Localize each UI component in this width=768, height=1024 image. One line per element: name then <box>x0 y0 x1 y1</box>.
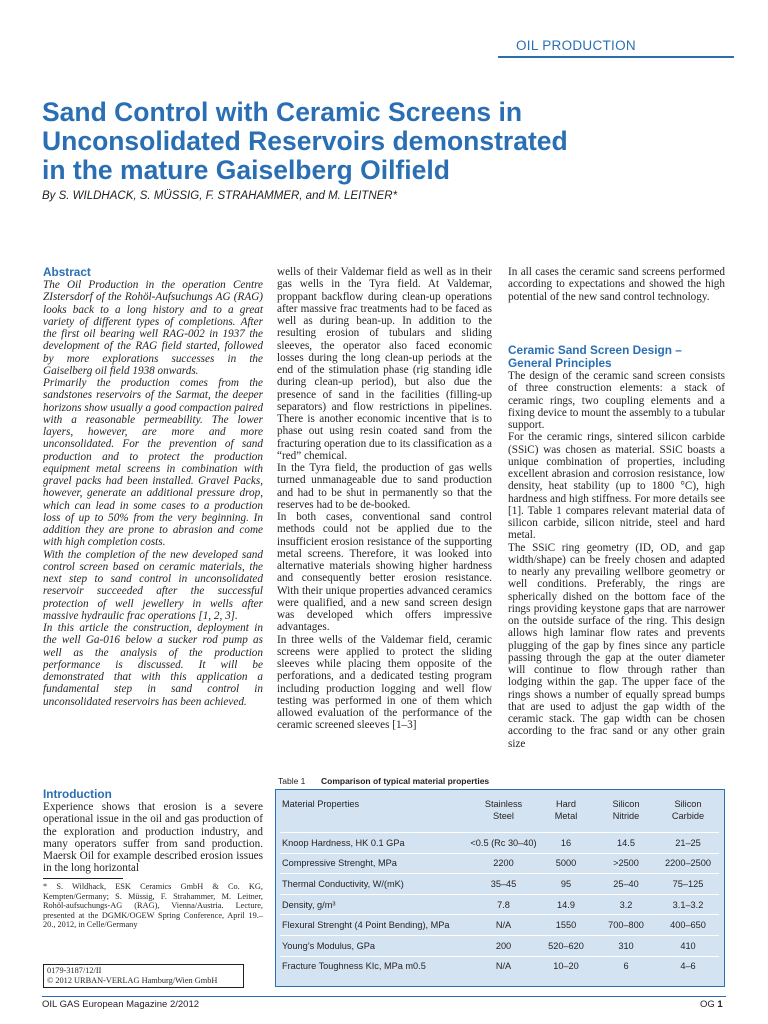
property-name-cell: Knoop Hardness, HK 0.1 GPa <box>282 837 405 848</box>
property-value-cell: N/A <box>495 961 512 972</box>
author-footnote: * S. Wildhack, ESK Ceramics GmbH & Co. KG, Kempten/Germany; S. Müssig, F. Strahammer, M. Leitner, Rohöl-aufsuchungs-AG (RAG), Vienna/Austria. Lecture, presented at the DGMK/OGEW Spring Conference, April 19.–20., 2012, in Celle/Germany <box>43 882 263 930</box>
abstract-paragraph: In this article the construction, deployment in the well Ga-016 below a sucker rod pump as well as the analysis of the production performance is discussed. It will be demonstrated that with this application a fundamental step in sand control in unconsolidated reservoirs has been achieved. <box>43 622 263 708</box>
table-caption <box>278 776 489 786</box>
property-value-cell: 35–45 <box>490 878 517 889</box>
property-value-cell: 520–620 <box>548 940 584 951</box>
authors-line: By S. WILDHACK, S. MÜSSIG, F. STRAHAMMER, and M. LEITNER* <box>42 190 398 202</box>
footnote-divider <box>43 878 123 879</box>
table-number: Table 1 <box>278 776 306 786</box>
property-value-cell: 25–40 <box>613 878 639 889</box>
section-label: OIL PRODUCTION <box>516 38 636 53</box>
page-number <box>700 999 723 1010</box>
table-row <box>280 915 719 936</box>
property-value-cell: 200 <box>495 940 512 951</box>
column-header: Material Properties <box>282 799 360 809</box>
property-name-cell: Thermal Conductivity, W/(mK) <box>282 878 404 889</box>
property-value-cell: 16 <box>560 837 572 848</box>
column-header: Stainless Steel <box>484 799 523 821</box>
column-header: Hard Metal <box>554 799 578 821</box>
property-value-cell: 1550 <box>555 920 577 931</box>
property-name-cell: Fracture Toughness KIc, MPa m0.5 <box>282 961 426 972</box>
property-name-cell: Compressive Strenght, MPa <box>282 858 397 869</box>
issn-line: 0179-3187/12/II <box>47 966 102 975</box>
footer-divider <box>42 996 726 997</box>
property-value-cell: 95 <box>560 878 572 889</box>
column-header: Silicon Carbide <box>671 799 705 821</box>
table-row <box>280 833 719 854</box>
property-value-cell: 6 <box>623 961 629 972</box>
copyright-line: © 2012 URBAN-VERLAG Hamburg/Wien GmbH <box>47 975 218 985</box>
body-paragraph: In all cases the ceramic sand screens performed according to expectations and showed the high potential of the new sand control technology. <box>508 266 725 303</box>
property-value-cell: >2500 <box>613 858 639 869</box>
table-row <box>280 874 719 895</box>
property-value-cell: 10–20 <box>553 961 579 972</box>
body-column-2 <box>277 266 492 732</box>
property-value-cell: 2200–2500 <box>665 858 711 869</box>
article-title <box>42 98 732 185</box>
property-value-cell: 410 <box>680 940 696 951</box>
material-properties-table <box>275 789 725 987</box>
property-value-cell: N/A <box>495 920 512 931</box>
property-name-cell: Density, g/m³ <box>282 899 336 910</box>
introduction-paragraph: Experience shows that erosion is a severe operational issue in the oil and gas production of the exploration and production industry, and many operators suffer from sand production. Maersk Oil for example described erosion issues in the long horizontal <box>43 801 263 875</box>
property-value-cell: 75–125 <box>672 878 704 889</box>
table-row <box>280 853 719 874</box>
property-value-cell: 4–6 <box>680 961 696 972</box>
body-column-3-intro <box>508 266 725 303</box>
section-header <box>498 34 734 58</box>
design-section <box>508 344 725 750</box>
body-paragraph: The SSiC ring geometry (ID, OD, and gap width/shape) can be freely chosen and adapted to nearly any prevailing wellbore geometry or well conditions. Preferably, the rings are spherically dished on the bottom face of the rings providing keystone gaps that are narrower on the outside surface of the ring. This design allows high laminar flow rates and prevents plugging of the gap by fines since any particle passing through the gap at the outer diameter will continue to flow through rather than lodging within the gap. The upper face of the rings shows a number of equally spread bumps that are used to adjust the gap width of the ceramic stack. The gap width can be chosen according to the frac sand or any other grain size <box>508 541 725 750</box>
property-name-cell: Young’s Modulus, GPa <box>282 940 375 951</box>
properties-table <box>280 793 719 976</box>
property-name-cell: Flexural Strenght (4 Point Bending), MPa <box>282 920 450 931</box>
column-header: Silicon Nitride <box>612 799 640 821</box>
design-heading-line: Ceramic Sand Screen Design – <box>508 343 682 357</box>
property-value-cell: 400–650 <box>670 920 706 931</box>
body-paragraph: In both cases, conventional sand control methods could not be applied due to the insufficient erosion resistance of the supporting metal screens. Therefore, it was looked into alternative materials showing higher hardness and consequently better erosion resistance. With their unique properties advanced ceramics were qualified, and a new sand screen design was developed which offers impressive advantages. <box>277 511 492 634</box>
property-value-cell: 3.1–3.2 <box>672 899 704 910</box>
title-line: Sand Control with Ceramic Screens in <box>42 97 523 127</box>
table-header-row <box>280 793 719 833</box>
body-paragraph: wells of their Valdemar field as well as in their gas wells in the Tyra field. At Valdemar, proppant backflow during clean-up operations after massive frac treatments had to be faced as well as during bean-up. In addition to the resulting erosion of tubulars and sliding sleeves, the operator also faced economic losses during the long clean-up periods at the end of the stimulation phase (rig standing idle during clean-up period), but also due the presence of sand in the facilities (filling-up separators) and flow restrictions in pipelines. There is another economic incentive that is to phase out using resin coated sand from the fracturing operation due to its classification as a “red” chemical. <box>277 266 492 462</box>
table-row <box>280 956 719 976</box>
design-heading-line: General Principles <box>508 356 612 370</box>
body-paragraph: The design of the ceramic sand screen consists of three construction elements: a stack of ceramic rings, two coupling elements and a fixing device to mount the assembly to a tubular support. <box>508 370 725 431</box>
title-line: Unconsolidated Reservoirs demonstrated <box>42 126 568 156</box>
property-value-cell: 2200 <box>493 858 514 869</box>
journal-footer: OIL GAS European Magazine 2/2012 <box>42 999 200 1010</box>
introduction-section <box>43 788 263 875</box>
property-value-cell: <0.5 (Rc 30–40) <box>470 837 537 848</box>
body-paragraph: In three wells of the Valdemar field, ceramic screens were applied to protect the sliding sleeves while placing them opposite of the perforations, and a dedicated testing program including production logging and well flow testing was performed in one of them which allowed evaluation of the performance of the ceramic screened sleeves [1–3] <box>277 633 492 732</box>
property-value-cell: 310 <box>618 940 634 951</box>
abstract-paragraph: The Oil Production in the operation Centre ZIstersdorf of the Rohöl-Aufsuchungs AG (RAG) looks back to a long history and to a great variety of different types of completions. After the first oil bearing well RAG-002 in 1937 the development of the RAG field started, followed by more explorations successes in the Gaiselberg oil field 1938 onwards. <box>43 279 263 377</box>
page-prefix: OG <box>700 999 715 1010</box>
table-row <box>280 935 719 956</box>
body-paragraph: In the Tyra field, the production of gas wells turned unmanageable due to sand production and had to be shut in permanently so that the reserves had to be de-booked. <box>277 462 492 511</box>
abstract-section <box>43 266 263 708</box>
property-value-cell: 700–800 <box>608 920 644 931</box>
introduction-heading: Introduction <box>43 787 112 801</box>
abstract-heading: Abstract <box>43 265 91 279</box>
page-number-value: 1 <box>717 999 723 1010</box>
property-value-cell: 21–25 <box>675 837 701 848</box>
abstract-paragraph: With the completion of the new developed sand control screen based on ceramic materials, the next step to sand control in unconsolidated reservoir succeeded after the successful protection of well jewellery in wells after massive hydraulic frac operations [1, 2, 3]. <box>43 548 263 622</box>
property-value-cell: 14.5 <box>617 837 635 848</box>
property-value-cell: 3.2 <box>619 899 633 910</box>
property-value-cell: 5000 <box>555 858 577 869</box>
table-title: Comparison of typical material properties <box>321 776 490 786</box>
property-value-cell: 7.8 <box>497 899 510 910</box>
table-row <box>280 894 719 915</box>
property-value-cell: 14.9 <box>557 899 575 910</box>
copyright-box <box>43 964 244 988</box>
design-heading <box>508 344 725 370</box>
abstract-paragraph: Primarily the production comes from the sandstones reservoirs of the Sarmat, the deeper horizons show usually a good compaction paired with a reasonable permeability. The lower layers, however, are more and more unconsolidated. For the prevention of sand production and to protect the production equipment metal screens in combination with gravel packs had been installed. Gravel Packs, however, generate an additional pressure drop, which can lead in some cases to a production loss of up to 50% from the very beginning. In addition they are prone to abrasion and come with high completion costs. <box>43 377 263 549</box>
body-paragraph: For the ceramic rings, sintered silicon carbide (SSiC) was chosen as material. SSiC boasts a unique combination of properties, including excellent abrasion and corrosion resistance, low density, heat stability (up to 1800 °C), high hardness and high stiffness. For more details see [1]. Table 1 compares relevant material data of silicon carbide, silicon nitride, steel and hard metal. <box>508 431 725 542</box>
title-line: in the mature Gaiselberg Oilfield <box>42 155 450 185</box>
